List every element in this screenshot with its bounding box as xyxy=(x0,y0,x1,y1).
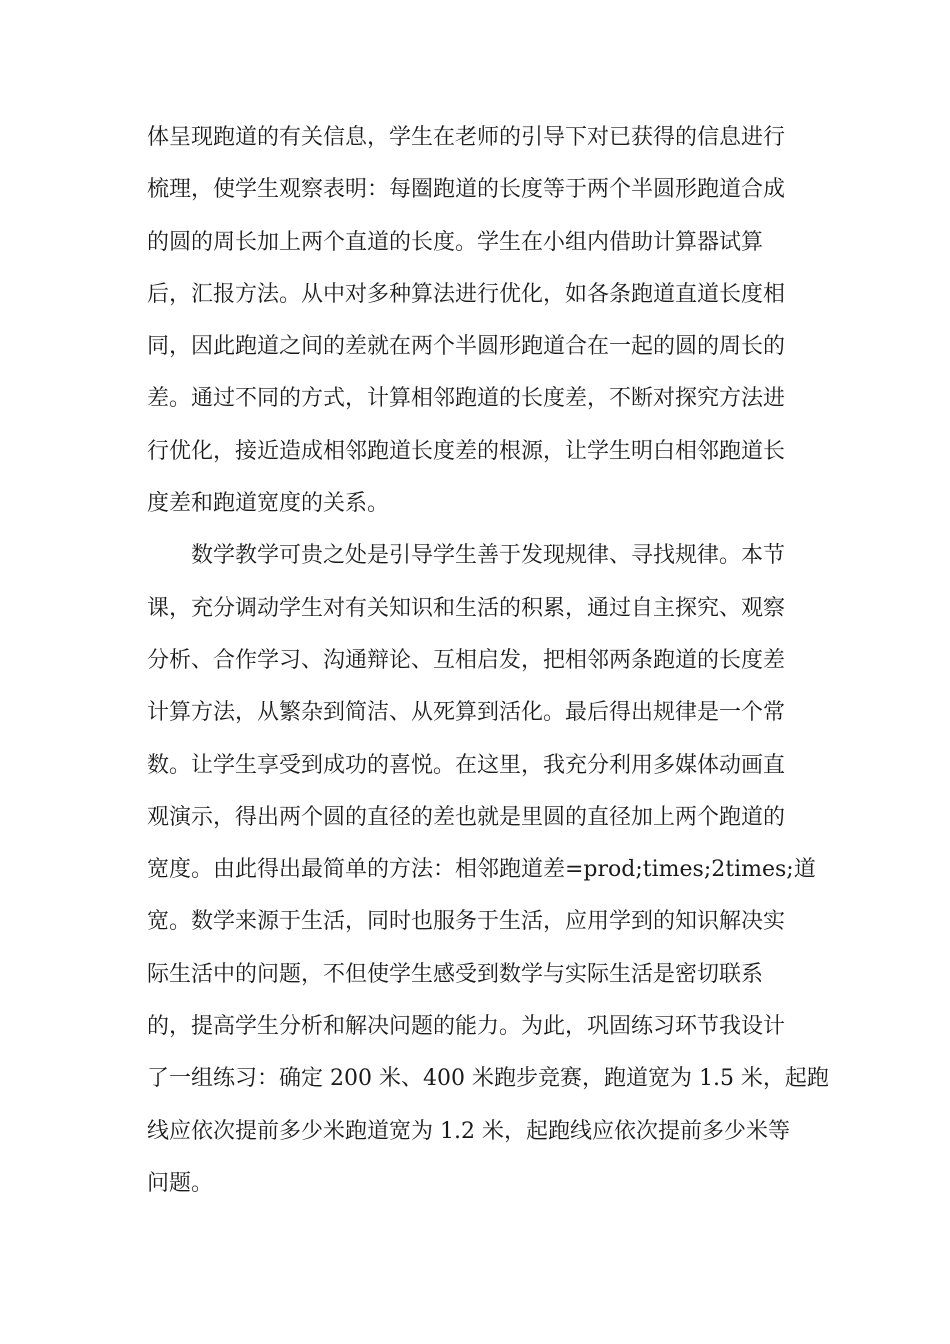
text-line: 差。通过不同的方式，计算相邻跑道的长度差，不断对探究方法进 xyxy=(147,386,786,412)
text-line: 数学教学可贵之处是引导学生善于发现规律、寻找规律。本节 xyxy=(191,543,786,569)
text-line: 分析、合作学习、沟通辩论、互相启发，把相邻两条跑道的长度差 xyxy=(147,647,786,673)
text-line: 梳理，使学生观察表明：每圈跑道的长度等于两个半圆形跑道合成 xyxy=(147,177,786,203)
text-line: 课，充分调动学生对有关知识和生活的积累，通过自主探究、观察 xyxy=(147,595,786,621)
text-line: 宽。数学来源于生活，同时也服务于生活，应用学到的知识解决实 xyxy=(147,909,786,935)
text-line: 数。让学生享受到成功的喜悦。在这里，我充分利用多媒体动画直 xyxy=(147,752,786,778)
text-line: 宽度。由此得出最简单的方法：相邻跑道差=prod;times;2times;道 xyxy=(147,857,816,883)
text-line: 计算方法，从繁杂到简洁、从死算到活化。最后得出规律是一个常 xyxy=(147,700,786,726)
text-line: 了一组练习：确定 200 米、400 米跑步竞赛，跑道宽为 1.5 米，起跑 xyxy=(147,1066,829,1092)
text-line: 际生活中的问题，不但使学生感受到数学与实际生活是密切联系 xyxy=(147,961,764,987)
text-line: 体呈现跑道的有关信息，学生在老师的引导下对已获得的信息进行 xyxy=(147,125,786,150)
body-text xyxy=(147,112,829,1210)
paragraph-2 xyxy=(147,530,829,1210)
text-line: 观演示，得出两个圆的直径的差也就是里圆的直径加上两个跑道的 xyxy=(147,804,786,830)
text-line: 度差和跑道宽度的关系。 xyxy=(147,491,390,517)
text-line: 的，提高学生分析和解决问题的能力。为此，巩固练习环节我设计 xyxy=(147,1014,786,1040)
text-line: 问题。 xyxy=(147,1170,214,1196)
text-line: 线应依次提前多少米跑道宽为 1.2 米，起跑线应依次提前多少米等 xyxy=(147,1118,790,1144)
text-line: 同，因此跑道之间的差就在两个半圆形跑道合在一起的圆的周长的 xyxy=(147,334,786,360)
text-line: 后，汇报方法。从中对多种算法进行优化，如各条跑道直道长度相 xyxy=(147,281,786,307)
text-line: 行优化，接近造成相邻跑道长度差的根源，让学生明白相邻跑道长 xyxy=(147,438,786,464)
text-line: 的圆的周长加上两个直道的长度。学生在小组内借助计算器试算 xyxy=(147,229,764,255)
paragraph-1 xyxy=(147,112,807,530)
